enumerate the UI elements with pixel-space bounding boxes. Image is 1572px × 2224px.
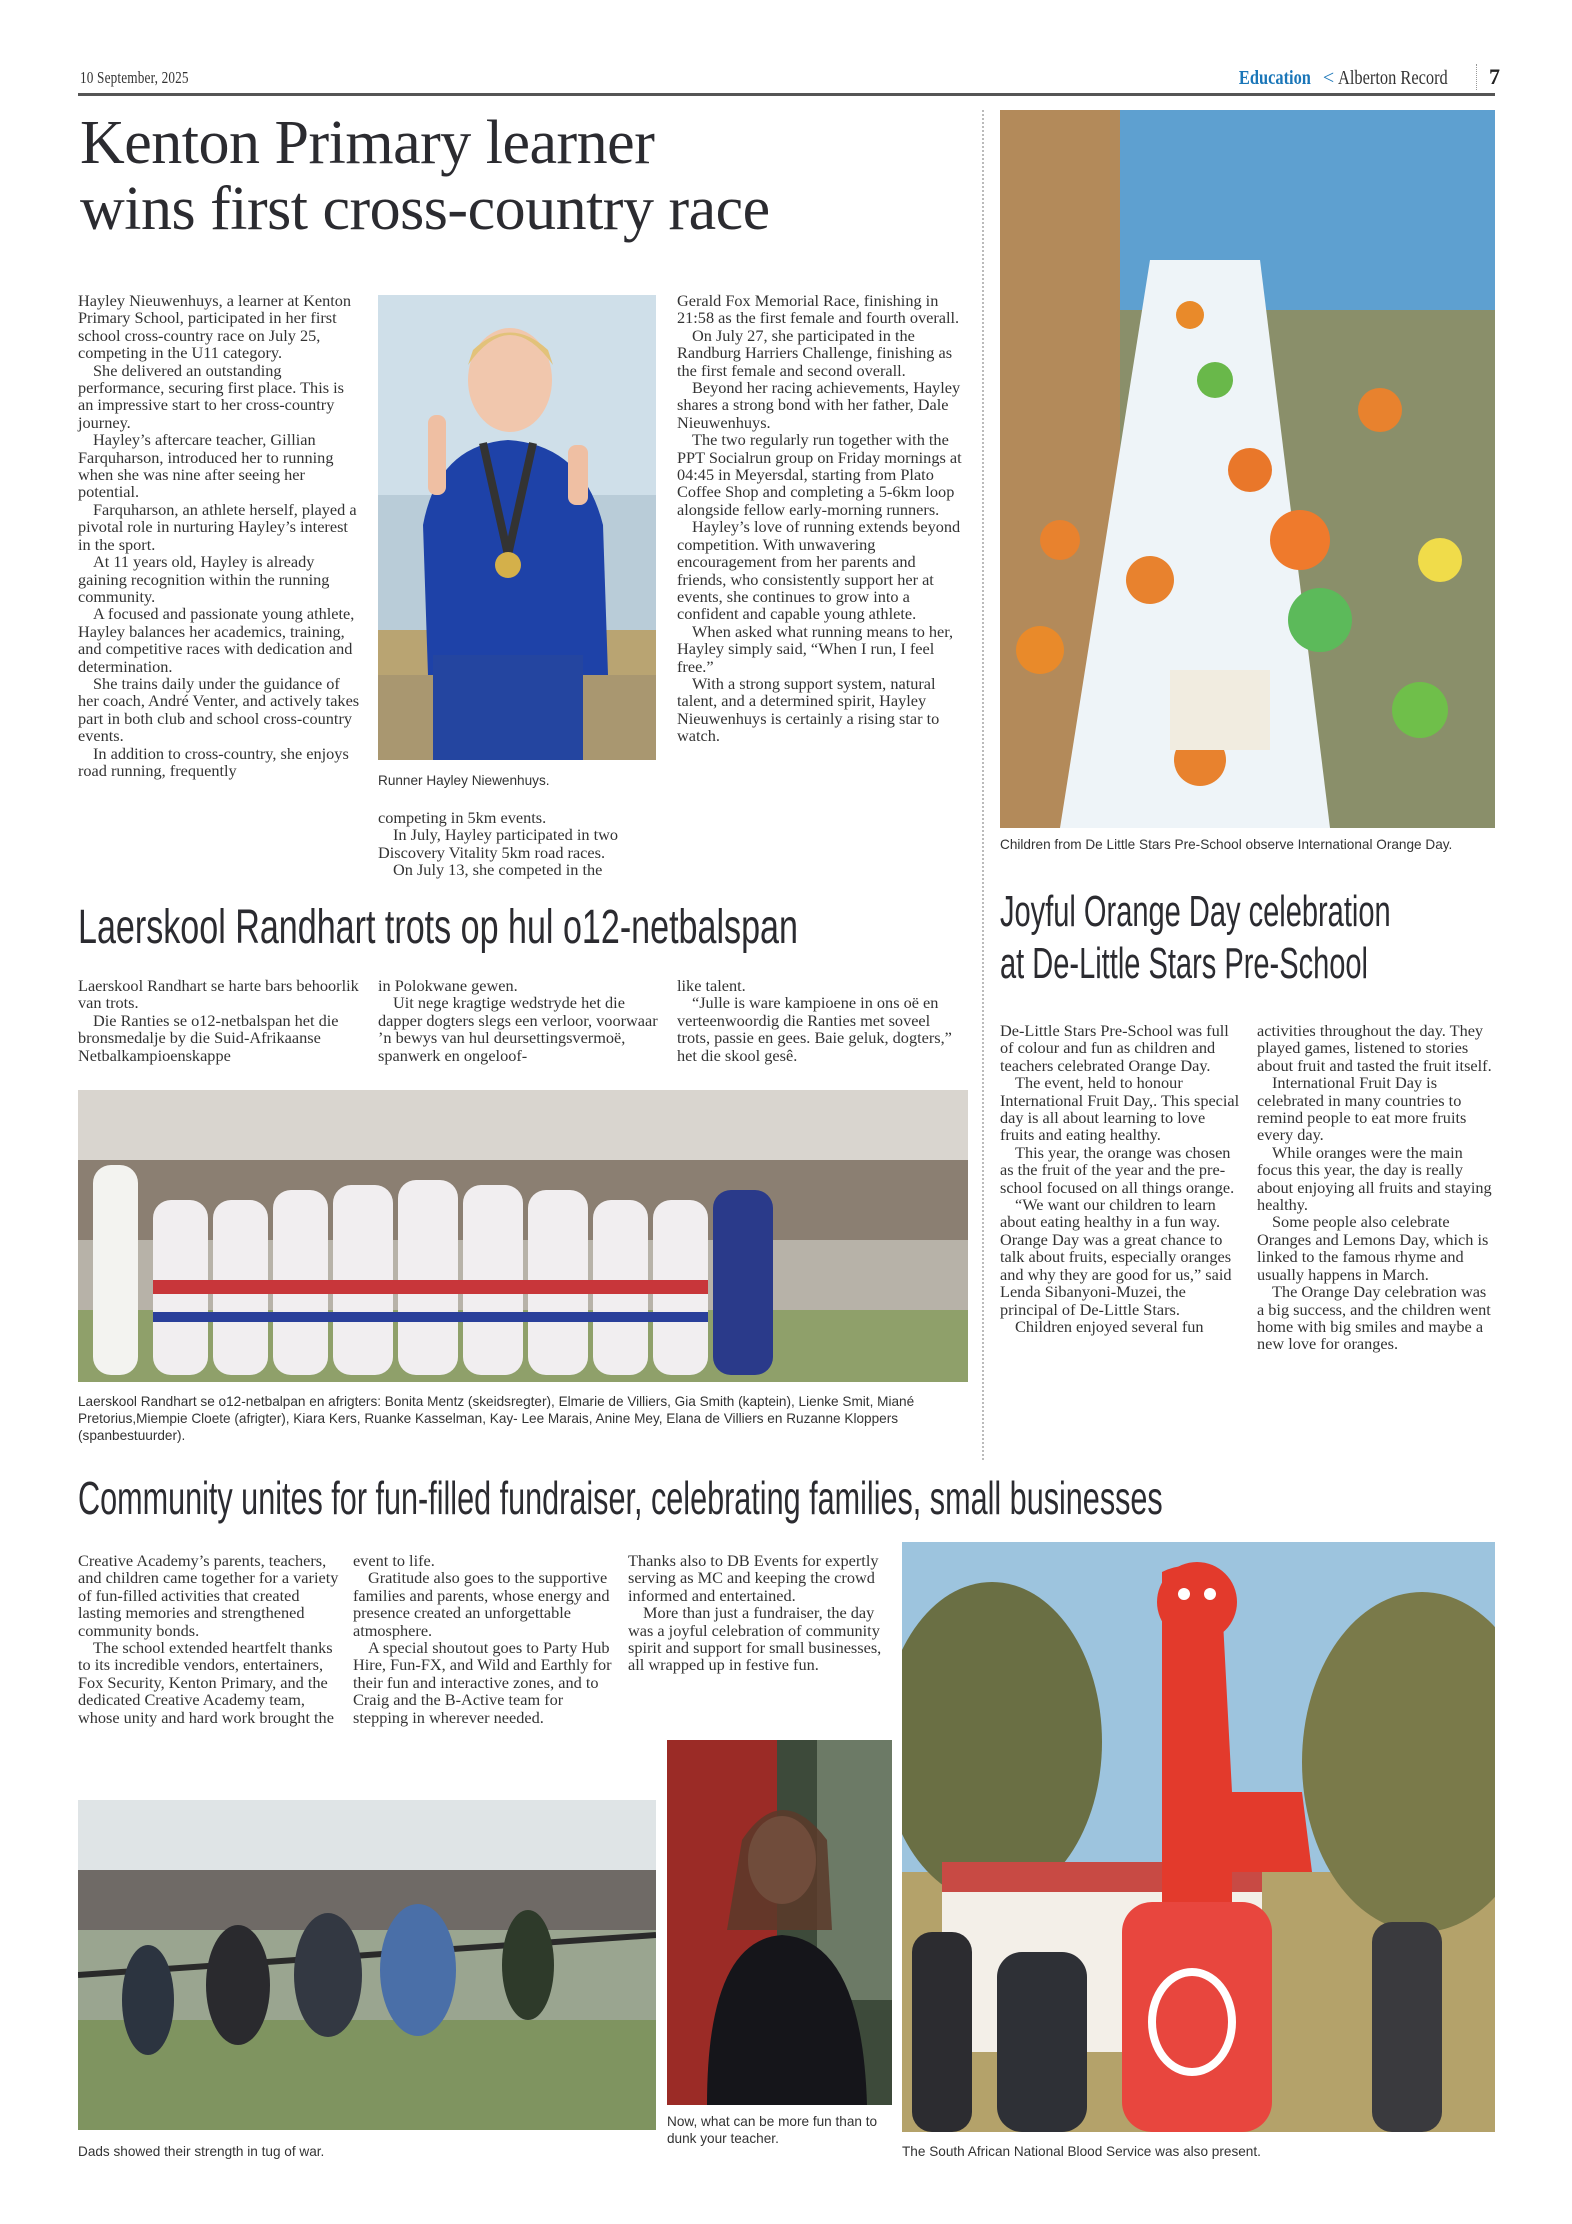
- orange-day-photo-caption: Children from De Little Stars Pre-School observe International Orange Day.: [1000, 837, 1453, 852]
- randhart-headline-wrap: [78, 900, 978, 956]
- randhart-column-3: [677, 977, 967, 1064]
- paragraph: Creative Academy’s parents, teachers, and children came together for a variety of fun-filled activities that created lasting memories and strengthened community bonds.: [78, 1551, 339, 1640]
- paragraph: On July 13, she competed in the: [393, 860, 603, 880]
- paragraph: “Julle is ware kampioene in ons oë en verteenwoordig die Ranties met soveel trots, passie en gees. Baie geluk, dogters,” het die skool gesê.: [677, 993, 952, 1065]
- paragraph: Gratitude also goes to the supportive families and parents, whose energy and presence created an unforgettable atmosphere.: [353, 1568, 610, 1640]
- paragraph: She delivered an outstanding performance, securing first place. This is an impressive start to her cross-country journey.: [78, 360, 344, 432]
- randhart-column-2: [378, 977, 662, 1064]
- paragraph: The Orange Day celebration was a big success, and the children went home with big smiles and maybe a new love for oranges.: [1257, 1282, 1491, 1354]
- paragraph: Hayley Nieuwenhuys, a learner at Kenton Primary School, participated in her first school cross-country race on July 25, competing in the U11 category.: [78, 291, 352, 363]
- dunk-teacher-caption: Now, what can be more fun than to dunk your teacher.: [667, 2114, 878, 2146]
- paragraph: Hayley’s aftercare teacher, Gillian Farquharson, introduced her to running when she was nine after seeing her potential.: [78, 430, 334, 502]
- paragraph: competing in 5km events.: [378, 808, 547, 827]
- paragraph: With a strong support system, natural talent, and a determined spirit, Hayley Nieuwenhuys is certainly a rising star to watch.: [677, 673, 940, 746]
- section-header: [1231, 64, 1500, 90]
- paragraph: Hayley’s love of running extends beyond competition. With unwavering encouragement from her parents and friends, who consistently support her at events, she continues to grow into a confident and capable young athlete.: [677, 517, 961, 624]
- page-number: 7: [1489, 64, 1500, 89]
- paragraph: “We want our children to learn about eating healthy in a fun way. Orange Day was a great chance to talk about fruits, especially oranges and why they are good for us,” said Lenda Sibanyoni-Muzei, the principal of De-Little Stars.: [1000, 1195, 1232, 1319]
- kenton-column-1: [78, 292, 362, 779]
- orange-column-1: [1000, 1022, 1242, 1335]
- runner-photo: [378, 295, 656, 760]
- divider: [1476, 64, 1477, 90]
- community-column-1: [78, 1552, 340, 1726]
- kenton-headline: [80, 110, 770, 242]
- publication-name: Alberton Record: [1338, 67, 1448, 89]
- netball-team-caption: Laerskool Randhart se o12-netbalpan en afrigters: Bonita Mentz (skeidsregter), Elmarie de Villiers, Gia Smith (kaptein), Lienke Smit, Miané Pretorius,Miempie Cloete (afrigter), Kiara Kers, Ruanke Kasselman, Kay- Lee Marais, Anine Mey, Elana de Villiers en Ruzanne Kloppers (spanbestuurder).: [78, 1394, 915, 1443]
- paragraph: activities throughout the day. They played games, listened to stories about fruit and tasted the fruit itself.: [1257, 1021, 1492, 1075]
- chevron-left-icon: <: [1322, 67, 1335, 89]
- paragraph: International Fruit Day is celebrated in many countries to remind people to eat more fruits every day.: [1257, 1073, 1467, 1145]
- blood-service-caption: The South African National Blood Service was also present.: [902, 2144, 1261, 2159]
- paragraph: Some people also celebrate Oranges and Lemons Day, which is linked to the famous rhyme and usually happens in March.: [1257, 1212, 1489, 1284]
- paragraph: Beyond her racing achievements, Hayley shares a strong bond with her father, Dale Nieuwenhuys.: [677, 378, 961, 432]
- headline-line: Joyful Orange Day celebration: [1000, 887, 1391, 936]
- orange-day-headline: [1000, 886, 1495, 990]
- paragraph: The event, held to honour International Fruit Day,. This special day is all about learning to love fruits and eating healthy.: [1000, 1073, 1240, 1145]
- paragraph: Thanks also to DB Events for expertly serving as MC and keeping the crowd informed and entertained.: [628, 1551, 879, 1605]
- paragraph: While oranges were the main focus this year, the day is really about enjoying all fruits and staying healthy.: [1257, 1142, 1492, 1215]
- paragraph: Laerskool Randhart se harte bars behoorlik van trots.: [78, 976, 359, 1013]
- tug-of-war-caption: Dads showed their strength in tug of war.: [78, 2144, 325, 2159]
- runner-photo-caption: Runner Hayley Niewenhuys.: [378, 773, 550, 788]
- paragraph: When asked what running means to her, Hayley simply said, “When I run, I feel free.”: [677, 621, 954, 676]
- paragraph: This year, the orange was chosen as the fruit of the year and the pre-school focused on all things orange.: [1000, 1142, 1235, 1197]
- paragraph: like talent.: [677, 976, 746, 995]
- dunk-teacher-photo: [667, 1740, 892, 2105]
- paragraph: Farquharson, an athlete herself, played a pivotal role in nurturing Hayley’s interest in the sport.: [78, 499, 357, 554]
- headline-line: at De-Little Stars Pre-School: [1000, 939, 1368, 988]
- paragraph: The two regularly run together with the PPT Socialrun group on Friday mornings at 04:45 in Meyersdal, starting from Plato Coffee Shop and completing a 5-6km loop alongside fellow early-morning runners.: [677, 430, 962, 519]
- column-divider: [982, 110, 984, 1460]
- randhart-headline: Laerskool Randhart trots op hul o12-netbalspan: [78, 901, 798, 954]
- paragraph: in Polokwane gewen.: [378, 976, 518, 995]
- paragraph: De-Little Stars Pre-School was full of colour and fun as children and teachers celebrated Orange Day.: [1000, 1021, 1229, 1075]
- paragraph: Children enjoyed several fun: [1015, 1316, 1204, 1336]
- paragraph: event to life.: [353, 1551, 435, 1570]
- paragraph: More than just a fundraiser, the day was a joyful celebration of community spirit and support for small businesses, all wrapped up in festive fun.: [628, 1603, 882, 1675]
- header-rule: [78, 93, 1495, 96]
- paragraph: Gerald Fox Memorial Race, finishing in 21:58 as the first female and fourth overall.: [677, 291, 960, 328]
- paragraph: She trains daily under the guidance of her coach, André Venter, and actively takes part in both club and school cross-country events.: [78, 673, 360, 746]
- kenton-column-2: [378, 809, 662, 879]
- community-headline: Community unites for fun-filled fundraiser, celebrating families, small businesses: [78, 1472, 1163, 1524]
- paragraph: In addition to cross-country, she enjoys road running, frequently: [78, 743, 349, 780]
- netball-team-photo: [78, 1090, 968, 1382]
- issue-date: 10 September, 2025: [80, 68, 189, 87]
- community-column-3: [628, 1552, 896, 1674]
- paragraph: On July 27, she participated in the Randburg Harriers Challenge, finishing as the first female and second overall.: [677, 325, 953, 380]
- community-column-2: [353, 1552, 615, 1726]
- blood-service-photo: [902, 1542, 1495, 2132]
- orange-column-2: [1257, 1022, 1497, 1353]
- section-name: Education: [1238, 67, 1311, 89]
- paragraph: At 11 years old, Hayley is already gaining recognition within the running community.: [78, 552, 330, 606]
- headline-line: Kenton Primary learner: [80, 109, 655, 177]
- paragraph: The school extended heartfelt thanks to its incredible vendors, entertainers, Fox Security, Kenton Primary, and the dedicated Creative Academy team, whose unity and hard work brought the: [78, 1638, 334, 1727]
- paragraph: A special shoutout goes to Party Hub Hire, Fun-FX, and Wild and Earthly for their fun and interactive zones, and to Craig and the B-Active team for stepping in wherever needed.: [353, 1638, 612, 1727]
- headline-line: wins first cross-country race: [80, 175, 770, 243]
- paragraph: A focused and passionate young athlete, Hayley balances her academics, training, and competitive races with dedication and determination.: [78, 604, 355, 676]
- orange-day-photo: [1000, 110, 1495, 828]
- community-headline-wrap: [78, 1470, 1498, 1526]
- randhart-column-1: [78, 977, 362, 1064]
- paragraph: Uit nege kragtige wedstryde het die dapper dogters slegs een verloor, voorwaar ’n bewys van hul deursettingsvermoë, spanwerk en ongeloof-: [378, 993, 658, 1065]
- kenton-column-3: [677, 292, 967, 745]
- tug-of-war-photo: [78, 1800, 656, 2130]
- paragraph: Die Ranties se o12-netbalspan het die bronsmedalje by die Suid-Afrikaanse Netbalkampioenskappe: [78, 1010, 339, 1065]
- paragraph: In July, Hayley participated in two Discovery Vitality 5km road races.: [378, 825, 619, 862]
